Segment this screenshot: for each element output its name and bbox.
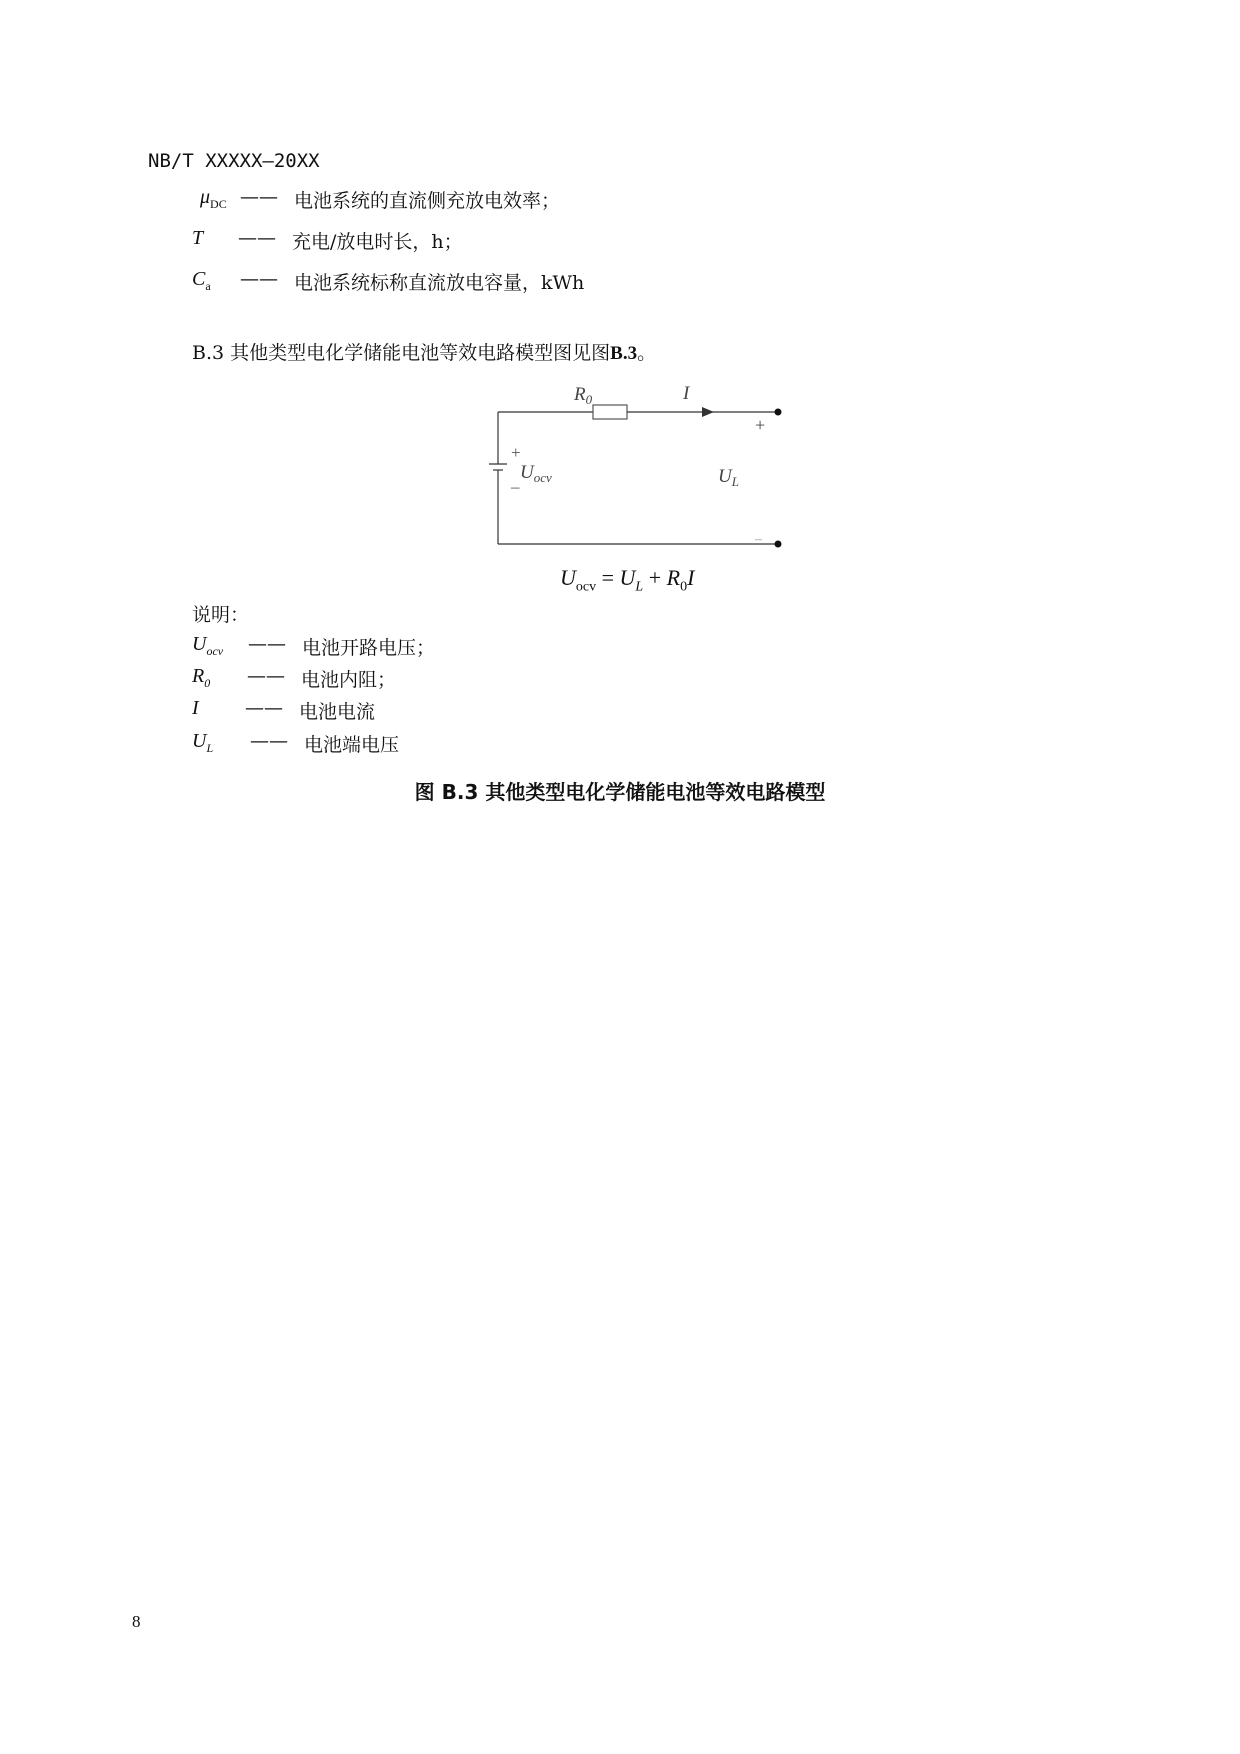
formula-subscript: 0: [680, 579, 688, 595]
legend-text: 电池端电压: [304, 734, 400, 756]
legend-dash: ——: [250, 730, 288, 752]
symbol-main: C: [192, 268, 206, 290]
formula-term: I: [687, 565, 695, 590]
definition-row-t: [192, 227, 692, 257]
definition-symbol: [200, 186, 227, 212]
formula-term: U: [560, 565, 576, 590]
symbol-sub: ocv: [206, 644, 224, 658]
legend-text: 电池开路电压；: [302, 637, 436, 659]
legend-dash: ——: [245, 697, 283, 719]
legend-text: 电池电流: [299, 701, 376, 723]
source-minus-sign: –: [511, 477, 520, 496]
definition-dash: ——: [240, 186, 278, 208]
symbol-main: μ: [200, 186, 211, 208]
resistor-label: $R_0$: [574, 384, 593, 407]
legend-row-r0: [192, 665, 692, 695]
definition-symbol: [192, 227, 203, 250]
current-label: I: [683, 383, 690, 404]
source-voltage-label: $U_{ocv}$: [520, 462, 552, 485]
section-text: B.3 其他类型电化学储能电池等效电路模型图见图: [192, 342, 611, 364]
definition-text: 充电/放电时长，h；: [292, 231, 463, 253]
legend-dash: ——: [247, 665, 285, 687]
definition-text: 电池系统标称直流放电容量，kWh: [294, 272, 585, 294]
definition-row-ca: [192, 268, 692, 298]
formula-subscript: ocv: [575, 579, 597, 595]
formula-term: U: [619, 565, 636, 590]
legend-symbol: [192, 730, 213, 756]
symbol-main: U: [192, 730, 207, 752]
legend-title: 说明：: [192, 604, 250, 626]
section-end-punct: 。: [637, 342, 657, 364]
legend-symbol: [192, 665, 210, 691]
definition-symbol: [192, 268, 211, 294]
symbol-sub: L: [206, 741, 214, 755]
negative-terminal-dot: [775, 541, 782, 548]
formula-operator: =: [596, 565, 620, 590]
source-plus-sign: +: [511, 443, 521, 462]
document-code-header: NB/T XXXXX—20XX: [148, 150, 320, 172]
resistor-r0: [593, 405, 627, 419]
positive-terminal-dot: [775, 409, 782, 416]
definition-row-mu-dc: [192, 186, 692, 216]
formula-subscript: L: [635, 579, 644, 595]
minus-terminal-label: –: [755, 532, 762, 547]
definition-dash: ——: [240, 268, 278, 290]
legend-symbol: [192, 697, 199, 720]
figure-caption: 图 B.3 其他类型电化学储能电池等效电路模型: [414, 780, 826, 804]
plus-terminal-label: +: [755, 415, 766, 435]
legend-row-i: [192, 697, 692, 727]
section-b3-intro: [192, 338, 656, 365]
symbol-sub: a: [205, 279, 211, 293]
page-number: 8: [132, 1612, 141, 1631]
legend-row-uocv: [192, 633, 692, 663]
circuit-equation: [560, 565, 694, 595]
formula-term: R: [666, 565, 681, 590]
symbol-sub: DC: [210, 197, 227, 211]
definition-dash: ——: [238, 227, 276, 249]
symbol-main: R: [192, 665, 205, 687]
formula-operator: +: [643, 565, 667, 590]
load-voltage-label: $U_L$: [718, 466, 739, 489]
symbol-sub: 0: [204, 676, 211, 690]
figure-reference: B.3: [610, 343, 638, 364]
symbol-main: U: [192, 633, 207, 655]
legend-dash: ——: [248, 633, 286, 655]
current-arrow-icon: [702, 407, 714, 417]
legend-row-ul: [192, 730, 692, 760]
equivalent-circuit-diagram: [480, 380, 800, 565]
definition-text: 电池系统的直流侧充放电效率；: [294, 190, 561, 212]
legend-text: 电池内阻；: [301, 669, 397, 691]
legend-symbol: [192, 633, 223, 659]
symbol-main: T: [192, 227, 204, 249]
symbol-main: I: [192, 697, 199, 719]
